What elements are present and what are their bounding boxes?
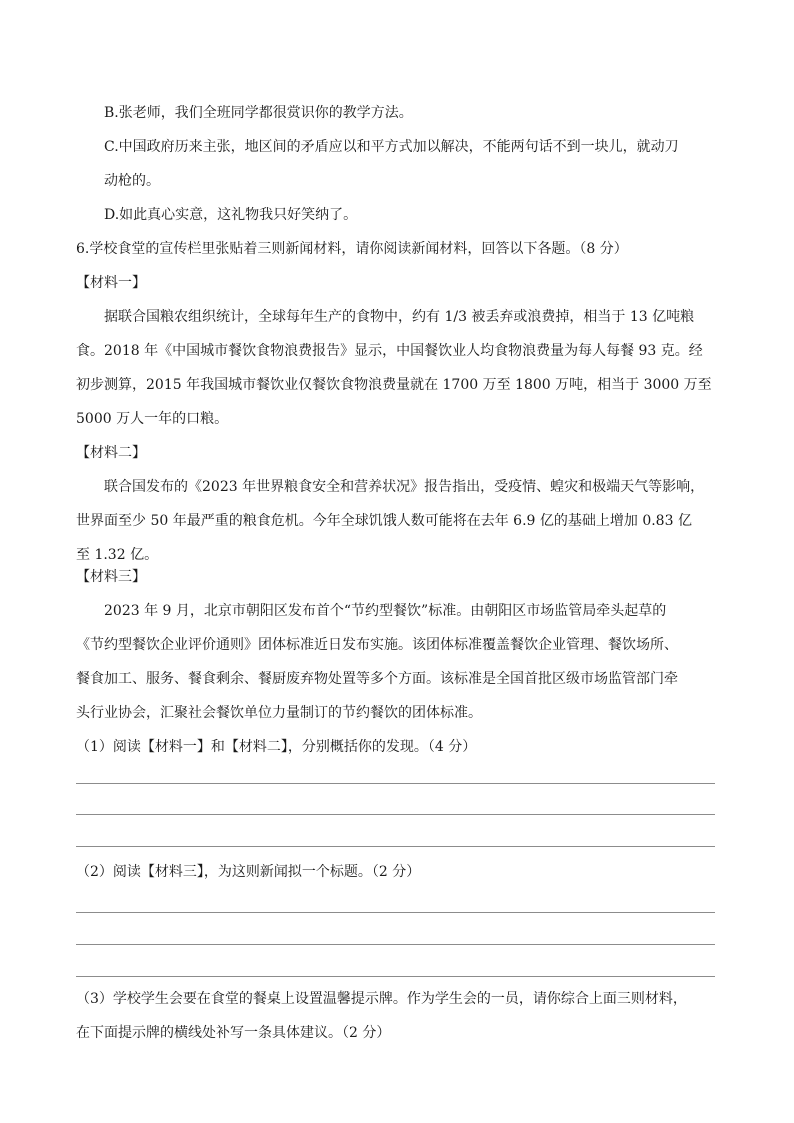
option-d: D.如此真心实意，这礼物我只好笑纳了。 bbox=[104, 207, 358, 223]
sub-question-3-line1: （3）学校学生会要在食堂的餐桌上设置温馨提示牌。作为学生会的一员，请你综合上面三则材料， bbox=[76, 991, 687, 1007]
answer-line[interactable] bbox=[76, 912, 715, 913]
material-3-line: 《节约型餐饮企业评价通则》团体标准近日发布实施。该团体标准覆盖餐饮企业管理、餐饮场所、 bbox=[76, 637, 678, 653]
answer-line[interactable] bbox=[76, 846, 715, 847]
sub-question-2: （2）阅读【材料三】，为这则新闻拟一个标题。（2 分） bbox=[76, 864, 421, 880]
material-2-line: 联合国发布的《2023 年世界粮食安全和营养状况》报告指出，受疫情、蝗灾和极端天气等影响， bbox=[104, 479, 705, 495]
answer-line[interactable] bbox=[76, 944, 715, 945]
question-6-stem: 6.学校食堂的宣传栏里张贴着三则新闻材料，请你阅读新闻材料，回答以下各题。（8 分） bbox=[76, 241, 628, 257]
material-2-line: 世界面至少 50 年最严重的粮食危机。今年全球饥饿人数可能将在去年 6.9 亿的基础上增加 0.83 亿 bbox=[76, 513, 692, 529]
material-3-heading: 【材料三】 bbox=[76, 569, 146, 585]
answer-line[interactable] bbox=[76, 814, 715, 815]
material-2-line: 至 1.32 亿。 bbox=[76, 547, 159, 563]
answer-line[interactable] bbox=[76, 783, 715, 784]
material-3-line: 2023 年 9 月，北京市朝阳区发布首个“节约型餐饮”标准。由朝阳区市场监管局牵头起草的 bbox=[104, 603, 667, 619]
material-3-line: 头行业协会，汇聚社会餐饮单位力量制订的节约餐饮的团体标准。 bbox=[76, 705, 482, 721]
material-1-line: 食。2018 年《中国城市餐饮食物浪费报告》显示，中国餐饮业人均食物浪费量为每人每餐 93 克。经 bbox=[76, 343, 703, 359]
answer-line[interactable] bbox=[76, 976, 715, 977]
option-c-line2: 动枪的。 bbox=[104, 173, 160, 189]
material-3-line: 餐食加工、服务、餐食剩余、餐厨废弃物处置等多个方面。该标准是全国首批区级市场监管部门牵 bbox=[76, 671, 678, 687]
sub-question-1: （1）阅读【材料一】和【材料二】，分别概括你的发现。（4 分） bbox=[76, 739, 477, 755]
option-c-line1: C.中国政府历来主张，地区间的矛盾应以和平方式加以解决，不能两句话不到一块儿，就动刀 bbox=[104, 139, 679, 155]
material-2-heading: 【材料二】 bbox=[76, 445, 146, 461]
sub-question-3-line2: 在下面提示牌的横线处补写一条具体建议。（2 分） bbox=[76, 1025, 391, 1041]
option-b: B.张老师，我们全班同学都很赏识你的教学方法。 bbox=[104, 105, 413, 121]
material-1-line: 5000 万人一年的口粮。 bbox=[76, 411, 229, 427]
material-1-line: 据联合国粮农组织统计，全球每年生产的食物中，约有 1/3 被丢弃或浪费掉，相当于 13 亿吨粮 bbox=[104, 309, 695, 325]
material-1-heading: 【材料一】 bbox=[76, 275, 146, 291]
material-1-line: 初步测算，2015 年我国城市餐饮业仅餐饮食物浪费量就在 1700 万至 1800 万吨，相当于 3000 万至 bbox=[76, 377, 712, 393]
